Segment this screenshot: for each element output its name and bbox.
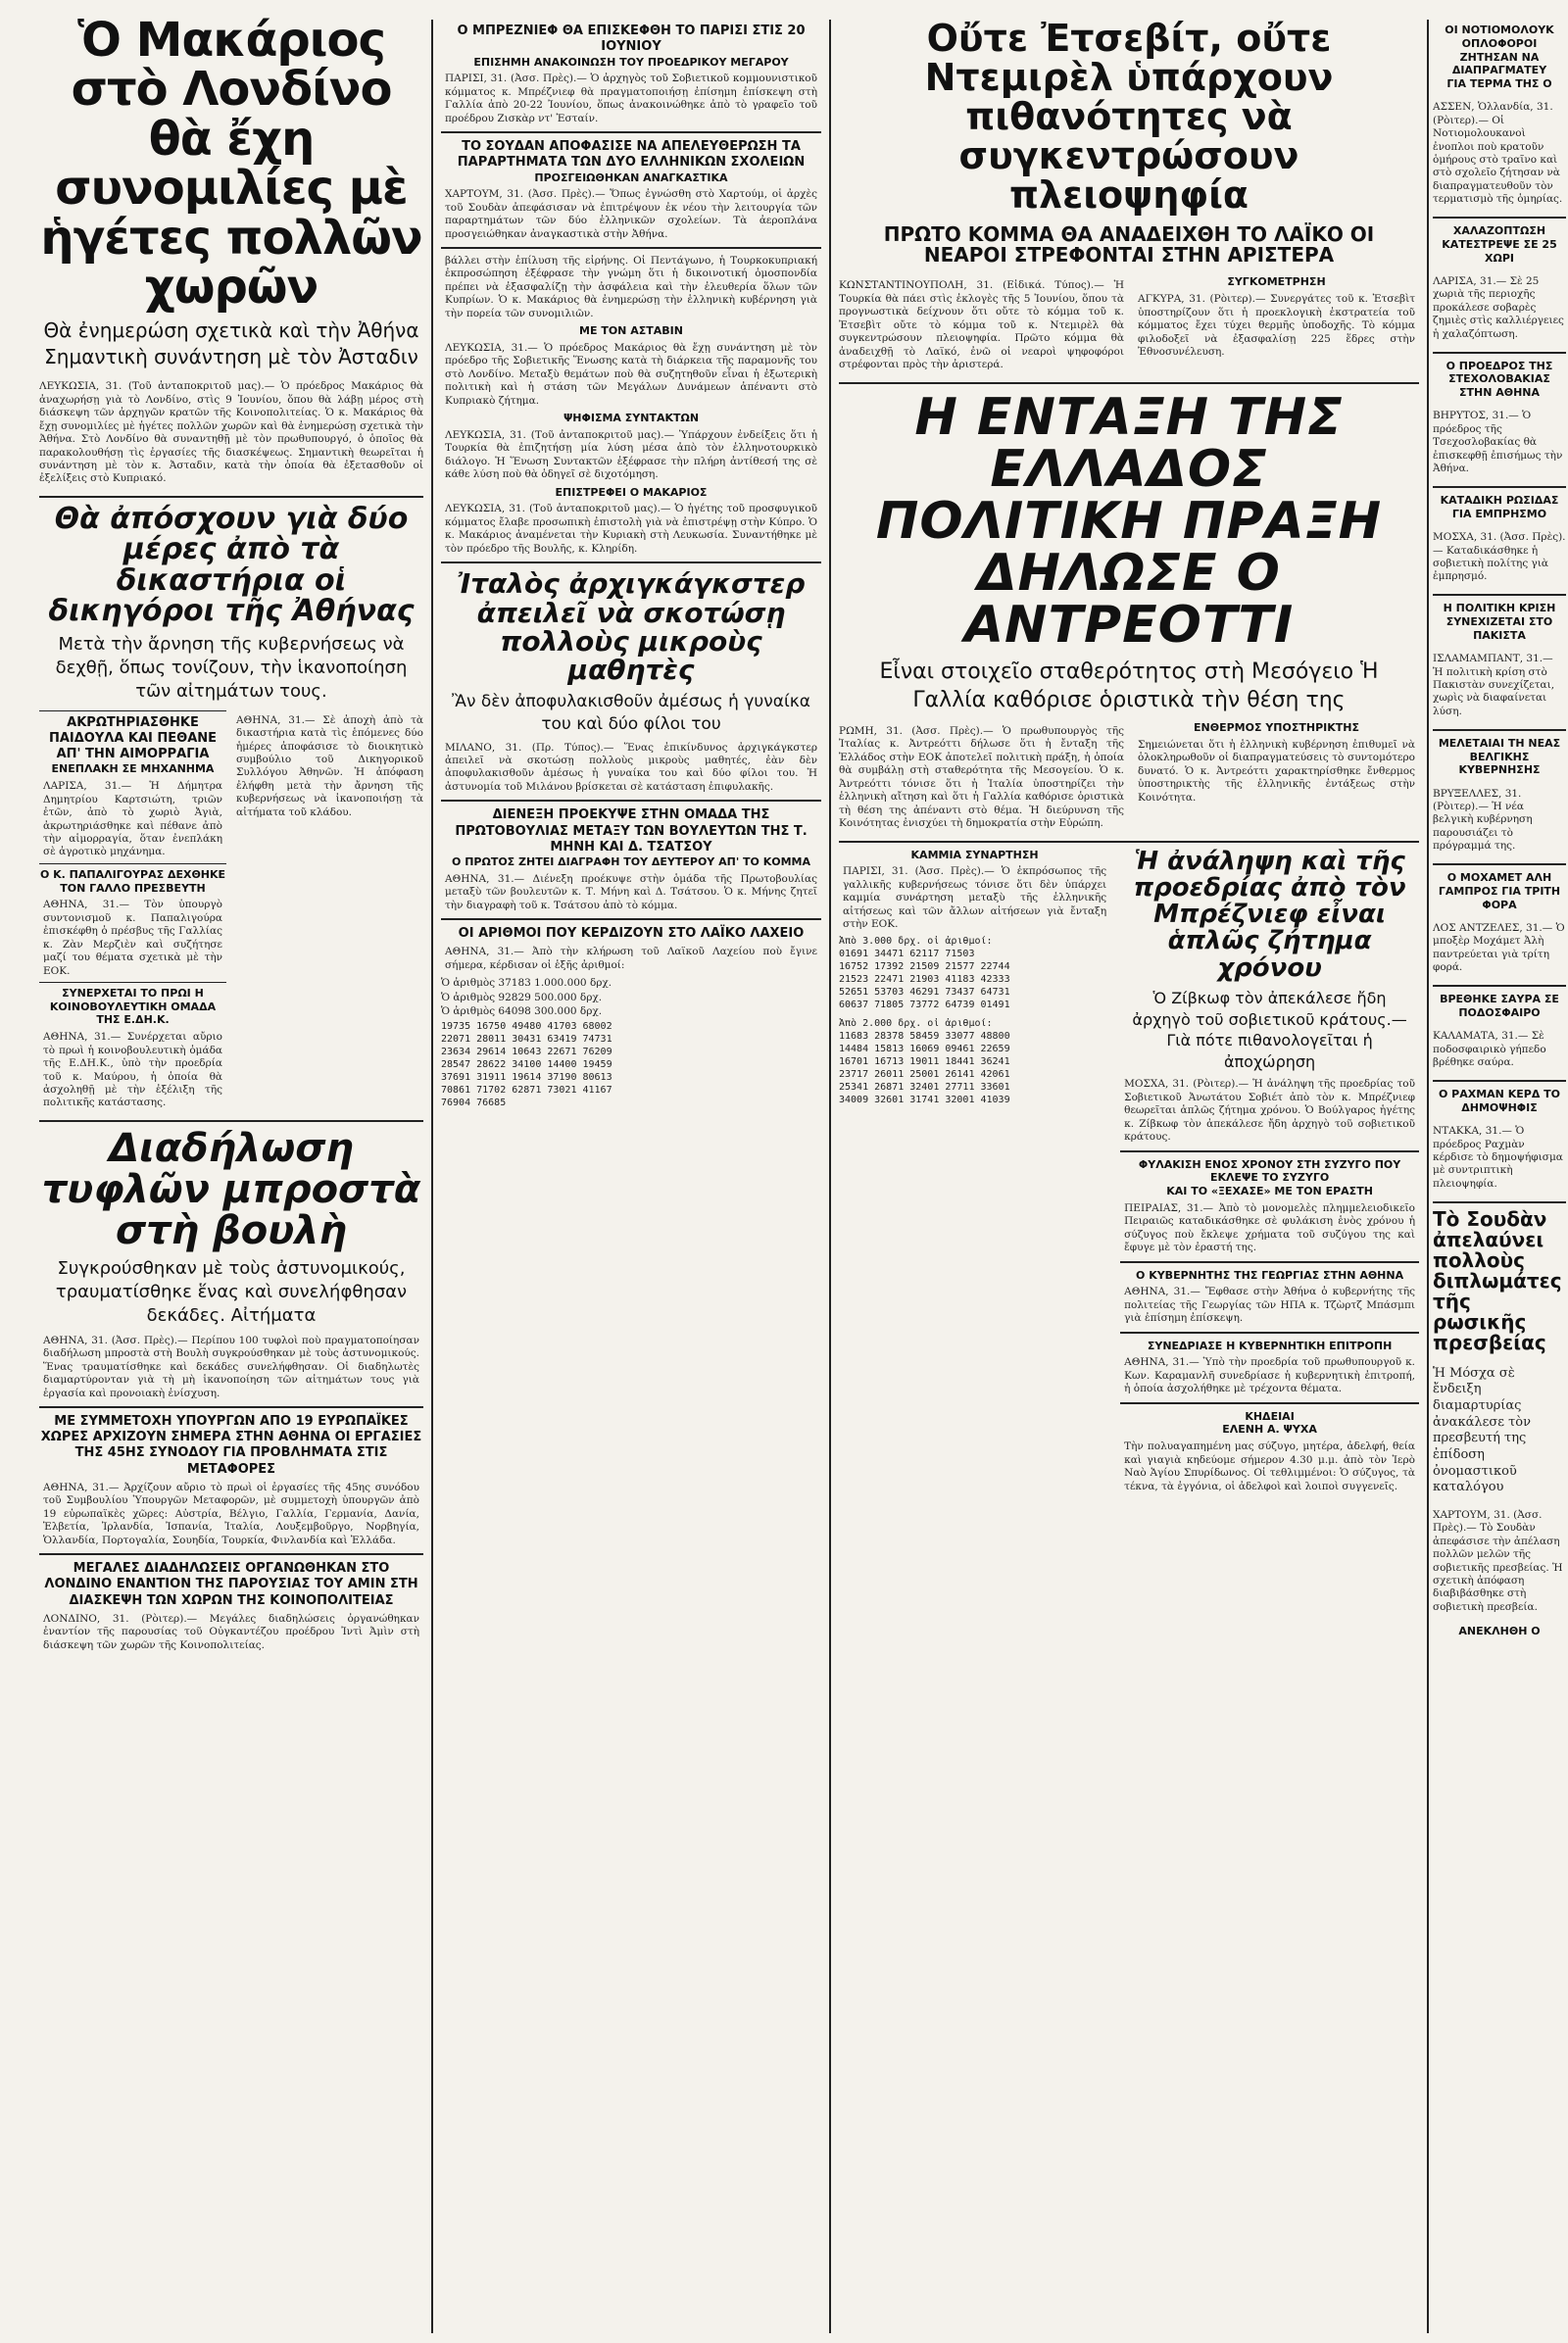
column-center-left bbox=[441, 24, 821, 2343]
sudan-expels-subhead: ΑΝΕΚΛΗΘΗ Ο bbox=[1458, 1624, 1541, 1637]
ecevit-body: ΚΩΝΣΤΑΝΤΙΝΟΥΠΟΛΗ, 31. (Εἰδικά. Τύπος).— Ἡ Τουρκία θὰ πάει στὶς ἐκλογὲς τῆς 5 Ἰουνίου, ὅπου τὰ προγνωστικὰ δείχνουν ὅτι οὔτε τὸ κόμμα τοῦ κ. Ἐτσεβὶτ οὔτε τὸ κόμμα τοῦ κ. Ντεμιρὲλ θὰ συγκεντρώσουν πλειοψηφία. Πρῶτο κόμμα θὰ ἀναδειχθῇ τὸ Λαϊκό, ἐνῶ οἱ νεαροὶ ψηφοφόροι στρέφονται πρὸς τὴν ἀριστερά. bbox=[839, 279, 1124, 371]
makarios-body-continued: βάλλει στὴν ἐπίλυση τῆς εἰρήνης. Οἱ Πεντάγωνο, ἡ Τουρκοκυπριακή ἐκπροσώπηση ἐξέφρασε τὴν γνώμη ὅτι ἡ δικοινοτική ὁμοσπονδία πρέπει νὰ ἐξασφαλίζῃ τὴν ἀσφάλεια καὶ τὴν ἐλευθερία ὅλων τῶν Κυπρίων. Ὁ κ. Μακάριος θὰ ἐνημερώσῃ τὴν ἑλληνικὴ κυβέρνηση γιὰ τὴν πορεία τῶν συνομιλιῶν. bbox=[445, 255, 817, 319]
rahman-body: ΝΤΑΚΚΑ, 31.— Ὁ πρόεδρος Ραχμὰν κέρδισε τὸ δημοψήφισμα μὲ συντριπτικὴ πλειοψηφία. bbox=[1433, 1125, 1563, 1190]
article-brezhnev-presidency bbox=[1120, 846, 1419, 1145]
section-rule bbox=[1433, 863, 1566, 865]
section-rule bbox=[1120, 1261, 1419, 1263]
editors-subhead: ΨΗΦΙΣΜΑ ΣΥΝΤΑΚΤΩΝ bbox=[563, 412, 700, 425]
sudan-schools-body: ΧΑΡΤΟΥΜ, 31. (Ἀσσ. Πρὲς).— Ὅπως ἐγνώσθη στὸ Χαρτούμ, οἱ ἀρχὲς τοῦ Σουδὰν ἀπεφάσισαν νὰ ἐπιτρέψουν ἐκ νέου τὴν λειτουργία τῶν παραρτημάτων τῶν δύο ἑλληνικῶν σχολείων. Τὰ ἀεροπλάνα προσγειώθηκαν ἀναγκαστικὰ στὴν Ἀθήνα. bbox=[445, 188, 817, 240]
section-rule bbox=[441, 800, 821, 802]
section-rule bbox=[441, 247, 821, 249]
section-rule bbox=[1433, 729, 1566, 731]
andreotti-deck: Εἶναι στοιχεῖο σταθερότητος στὴ Μεσόγειο Ἡ Γαλλία καθόρισε ὁριστικὰ τὴν θέση της bbox=[879, 659, 1379, 713]
amputee-headline: ΑΚΡΩΤΗΡΙΑΣΘΗΚΕ ΠΑΙΔΟΥΛΑ ΚΑΙ ΠΕΘΑΝΕ ΑΠ' ΤΗΝ ΑΙΜΟΡΡΑΓΙΑ bbox=[39, 710, 226, 763]
funeral-notice bbox=[1120, 1410, 1419, 1493]
article-makarios bbox=[39, 16, 423, 490]
article-makarios-continued bbox=[441, 255, 821, 556]
ali-headline: Ο ΜΟΧΑΜΕΤ ΑΛΗ ΓΑΜΠΡΟΣ ΓΙΑ ΤΡΙΤΗ ΦΟΡΑ bbox=[1438, 871, 1561, 911]
brezhnev-body: ΜΟΣΧΑ, 31. (Ρὸιτερ).— Ἡ ἀνάληψη τῆς προεδρίας τοῦ Σοβιετικοῦ Ἀνωτάτου Σοβιέτ ἀπὸ τὸν κ. Μπρέζνιεφ θεωρεῖται ἁπλῶς ζήτημα χρόνου. Ὁ Βούλγαρος ἡγέτης κ. Ζίβκωφ τὸν ἀπεκάλεσε ἤδη ἀρχηγὸ τοῦ σοβιετικοῦ κράτους. bbox=[1124, 1078, 1415, 1144]
hail-body: ΛΑΡΙΣΑ, 31.— Σὲ 25 χωριὰ τῆς περιοχῆς προκάλεσε σοβαρὲς ζημιὲς στὶς καλλιέργειες ἡ χαλαζόπτωση. bbox=[1433, 275, 1564, 340]
gangster-body: ΜΙΛΑΝΟ, 31. (Πρ. Τύπος).— Ἕνας ἐπικίνδυνος ἀρχιγκάγκστερ ἀπειλεῖ νὰ σκοτώσῃ πολλοὺς μικροὺς μαθητές, ἐὰν δὲν ἀποφυλακισθοῦν ἀμέσως ἡ γυναίκα του καὶ δύο φίλοι του. Ἡ ἀστυνομία τοῦ Μιλάνου βρίσκεται σὲ κατάσταση ἐπιφυλακῆς. bbox=[445, 741, 817, 793]
astadin-subhead: ΜΕ ΤΟΝ ΑΣΤΑΒΙΝ bbox=[579, 324, 683, 338]
article-turkey-elections bbox=[839, 20, 1419, 376]
committee-headline: ΣΥΝΕΔΡΙΑΣΕ Η ΚΥΒΕΡΝΗΤΙΚΗ ΕΠΙΤΡΟΠΗ bbox=[1147, 1339, 1393, 1352]
belgian-cabinet-body: ΒΡΥΞΕΛΛΕΣ, 31. (Ρὸιτερ).— Ἡ νέα βελγικὴ κυβέρνηση παρουσιάζει τὸ πρόγραμμά της. bbox=[1433, 787, 1533, 853]
andreotti-body: ΡΩΜΗ, 31. (Ἀσσ. Πρὲς).— Ὁ πρωθυπουργὸς τῆς Ἰταλίας κ. Ἀντρεόττι δήλωσε ὅτι ἡ ἔνταξη τῆς Ἑλλάδος στὴν ΕΟΚ ἀποτελεῖ πολιτικὴ πράξη, ἡ ὁποία θὰ συμβάλῃ στὴ σταθερότητα τῆς Μεσογείου. Ὁ κ. Ἀντρεόττι τόνισε ὅτι ἡ Ἰταλία ὑποστηρίζει τὴν ἑλληνικὴ αἴτηση καὶ ὅτι ἡ Γαλλία καθόρισε ὁριστικὰ τὴ θέση της ἀπέναντι στὸ θέμα. Ἡ διεύρυνση τῆς Κοινότητας ἐνισχύει τὴ δημοκρατία στὴν Εὐρώπη. bbox=[839, 725, 1124, 830]
alliance-body: ΠΑΡΙΣΙ, 31. (Ἀσσ. Πρὲς).— Ὁ ἐκπρόσωπος τῆς γαλλικῆς κυβερνήσεως τόνισε ὅτι δὲν ὑπάρχει καμμία συνάρτηση μεταξὺ τῆς ἑλληνικῆς αἰτήσεως καὶ τῶν ἄλλων αἰτήσεων γιὰ ἔνταξη στὴν ΕΟΚ. bbox=[843, 865, 1107, 931]
makarios-headline: Ὁ Μακάριος στὸ Λονδίνο θὰ ἔχη συνομιλίες μὲ ἡγέτες πολλῶν χωρῶν bbox=[40, 16, 422, 315]
belgian-cabinet-headline: ΜΕΛΕΤΑΙΑΙ ΤΗ ΝΕΑΣ ΒΕΛΓΙΚΗΣ ΚΥΒΕΡΝΗΣΗΣ bbox=[1438, 736, 1561, 777]
andreotti-banner: Η ΕΝΤΑΞΗ ΤΗΣ ΕΛΛΑΔΟΣ ΠΟΛΙΤΙΚΗ ΠΡΑΞΗ ΔΗΛΩΣΕ Ο ΑΝΤΡΕΟΤΤΙ bbox=[875, 387, 1383, 655]
section-rule bbox=[39, 1406, 423, 1408]
edhk-body: ΑΘΗΝΑ, 31.— Συνέρχεται αὔριο τὸ πρωὶ ἡ κοινοβουλευτικὴ ὁμάδα τῆς Ε.ΔΗ.Κ., ὑπὸ τὴν προεδρία τοῦ κ. Μαύρου, ἡ ὁποία θὰ ἀσχοληθῇ μὲ τὴν ἐξέλιξη τῆς πολιτικῆς κατάστασης. bbox=[43, 1031, 222, 1109]
section-rule bbox=[1433, 352, 1566, 354]
brezhnev-paris-body: ΠΑΡΙΣΙ, 31. (Ἀσσ. Πρὲς).— Ὁ ἀρχηγὸς τοῦ Σοβιετικοῦ κομμουνιστικοῦ κόμματος κ. Μπρέζνιεφ θὰ πραγματοποιήσῃ ἐπίσημη ἐπίσκεψη στὴ Γαλλία ἀπὸ 20-22 Ἰουνίου, ὅπως ἀνακοινώθηκε ἀπὸ τὸ γραφεῖο τοῦ προέδρου Ζισκὰρ ντ' Ἐσταίν. bbox=[445, 73, 817, 124]
section-rule bbox=[839, 841, 1419, 843]
return-subhead: ΕΠΙΣΤΡΕΦΕΙ Ο ΜΑΚΑΡΙΟΣ bbox=[555, 485, 708, 499]
ali-body: ΛΟΣ ΑΝΤΖΕΛΕΣ, 31.— Ὁ μποξὲρ Μοχάμετ Ἀλὴ παντρεύεται γιὰ τρίτη φορά. bbox=[1433, 922, 1565, 974]
section-rule bbox=[1433, 1201, 1566, 1203]
pakistan-headline: Η ΠΟΛΙΤΙΚΗ ΚΡΙΣΗ ΣΥΝΕΧΙΖΕΤΑΙ ΣΤΟ ΠΑΚΙΣΤΑ bbox=[1443, 602, 1556, 642]
section-rule bbox=[39, 496, 423, 498]
arson-headline: ΚΑΤΑΔΙΚΗ ΡΩΣΙΔΑΣ ΓΙΑ ΕΜΠΡΗΣΜΟ bbox=[1440, 494, 1559, 520]
article-lawyers bbox=[39, 501, 423, 1114]
makarios-deck: Θὰ ἐνημερώση σχετικὰ καὶ τὴν Ἀθήνα Σημαντικὴ συνάντηση μὲ τὸν Ἀσταδιν bbox=[43, 318, 419, 369]
sudan-expels-headline: Τὸ Σουδὰν ἀπελαύνει πολλοὺς διπλωμάτες τῆς ρωσικῆς πρεσβείας bbox=[1433, 1206, 1562, 1354]
president-visit-body: ΒΗΡΥΤΟΣ, 31.— Ὁ πρόεδρος τῆς Τσεχοσλοβακίας θὰ ἐπισκεφθῇ ἐπισήμως τὴν Ἀθήνα. bbox=[1433, 410, 1563, 475]
blind-body: ΑΘΗΝΑ, 31. (Ἀσσ. Πρὲς).— Περίπου 100 τυφλοὶ ποὺ πραγματοποίησαν διαδήλωση μπροστὰ στὴ Βουλὴ συγκρούσθηκαν μὲ τοὺς ἀστυνομικούς. Ἕνας τραυματίσθηκε καὶ δεκάδες συνελήφθησαν. Οἱ διαδηλωτὲς διαμαρτύρονταν γιὰ τὴ μὴ ἱκανοποίηση τῶν αἰτημάτων τους γιὰ ἐργασία καὶ προνοιακὴ ἐνίσχυση. bbox=[43, 1334, 419, 1399]
amputee-subheadline: ΕΝΕΠΛΑΚΗ ΣΕ ΜΗΧΑΝΗΜΑ bbox=[51, 762, 215, 776]
dispute-subheadline: Ο ΠΡΩΤΟΣ ΖΗΤΕΙ ΔΙΑΓΡΑΦΗ ΤΟΥ ΔΕΥΤΕΡΟΥ ΑΠ' ΤΟ ΚΟΜΜΑ bbox=[452, 855, 810, 869]
amputee-body: ΛΑΡΙΣΑ, 31.— Ἡ Δήμητρα Δημητρίου Καρτσιώτη, τριῶν ἐτῶν, ἀπὸ τὸ χωριὸ Ἀγιὰ, ἀκρωτηριάσθηκε καὶ πέθανε ἀπὸ τὴν αἱμορραγία, ὅταν ἐνεπλάκη σὲ ἀγροτικὸ μηχάνημα. bbox=[43, 780, 222, 858]
article-sudan-schools bbox=[441, 139, 821, 241]
funeral-body: Τὴν πολυαγαπημένη μας σύζυγο, μητέρα, ἀδελφή, θεία καὶ γιαγιὰ κηδεύομε σήμερον 4.30 μ.μ. ἀπὸ τὸν Ἱερὸ Ναὸ Ἁγίου Σπυρίδωνος. Οἱ τεθλιμμένοι: Ὁ σύζυγος, τὰ τέκνα, τὰ ἐγγόνια, οἱ ἀδελφοὶ καὶ λοιποὶ συγγενεῖς. bbox=[1124, 1440, 1415, 1492]
section-rule bbox=[1433, 985, 1566, 987]
article-transport bbox=[39, 1414, 423, 1547]
funeral-name: ΕΛΕΝΗ Α. ΨΥΧΑ bbox=[1222, 1423, 1317, 1437]
article-initiative-dispute bbox=[441, 807, 821, 912]
article-spouse bbox=[1120, 1158, 1419, 1255]
section-rule bbox=[441, 131, 821, 133]
gangster-headline: Ἰταλὸς ἀρχιγκάγκστερ ἀπειλεῖ νὰ σκοτώσῃ πολλοὺς μικροὺς μαθητὲς bbox=[457, 567, 806, 687]
lottery-prize-3: Ὁ ἀριθμὸς 64098 300.000 δρχ. bbox=[441, 1005, 603, 1018]
column-center-right bbox=[839, 20, 1419, 2343]
amin-headline: ΜΕΓΑΛΕΣ ΔΙΑΔΗΛΩΣΕΙΣ ΟΡΓΑΝΩΘΗΚΑΝ ΣΤΟ ΛΟΝΔΙΝΟ ΕΝΑΝΤΙΟΝ ΤΗΣ ΠΑΡΟΥΣΙΑΣ ΤΟΥ ΑΜΙΝ ΣΤΗ ΔΙΑΣΚΕΨΗ ΤΩΝ ΧΩΡΩΝ ΤΗΣ ΚΟΙΝΟΠΟΛΙΤΕΙΑΣ bbox=[44, 1561, 418, 1608]
section-rule bbox=[1433, 217, 1566, 219]
pakistan-body: ΙΣΛΑΜΑΜΠΑΝΤ, 31.— Ἡ πολιτικὴ κρίση στὸ Πακιστὰν συνεχίζεται, χωρὶς νὰ διαφαίνεται λύση. bbox=[1433, 653, 1555, 717]
article-andreotti bbox=[839, 387, 1419, 835]
moluccan-subheadline: ΓΙΑ ΤΕΡΜΑ ΤΗΣ Ο bbox=[1446, 77, 1552, 90]
column-left bbox=[39, 16, 423, 2343]
gangster-deck: Ἂν δὲν ἀποφυλακισθοῦν ἀμέσως ἡ γυναίκα του καὶ δύο φίλοι του bbox=[452, 691, 810, 734]
moluccan-headline: ΟΙ ΝΟΤΙΟΜΟΛΟΥΚ ΟΠΛΟΦΟΡΟΙ ΖΗΤΗΣΑΝ ΝΑ ΔΙΑΠΡΑΓΜΑΤΕΥ bbox=[1445, 24, 1554, 77]
dispute-headline: ΔΙΕΝΕΞΗ ΠΡΟΕΚΥΨΕ ΣΤΗΝ ΟΜΑΔΑ ΤΗΣ ΠΡΩΤΟΒΟΥΛΙΑΣ ΜΕΤΑΞΥ ΤΩΝ ΒΟΥΛΕΥΤΩΝ ΤΗΣ Τ. ΜΗΝΗ ΚΑΙ Δ. ΤΣΑΤΣΟΥ bbox=[455, 807, 808, 854]
amin-body: ΛΟΝΔΙΝΟ, 31. (Ρὸιτερ).— Μεγάλες διαδηλώσεις ὀργανώθηκαν ἐναντίον τῆς παρουσίας τοῦ Οὐγκαντέζου προέδρου Ἰντὶ Ἀμὶν στὴ διάσκεψη τῶν χωρῶν τῆς Κοινοπολιτείας. bbox=[43, 1612, 419, 1651]
section-rule bbox=[441, 561, 821, 563]
lottery-prize-1: Ὁ ἀριθμὸς 37183 1.000.000 δρχ. bbox=[441, 977, 612, 990]
lizard-body: ΚΑΛΑΜΑΤΑ, 31.— Σὲ ποδοσφαιρικὸ γήπεδο βρέθηκε σαύρα. bbox=[1433, 1030, 1546, 1069]
lottery-results bbox=[441, 926, 821, 1108]
section-rule bbox=[1120, 1402, 1419, 1404]
ecevit-subhead: ΣΥΓΚΟΜΕΤΡΗΣΗ bbox=[1227, 275, 1326, 289]
blind-headline: Διαδήλωση τυφλῶν μπροστὰ στὴ βουλὴ bbox=[41, 1125, 421, 1253]
lottery-prize-2: Ὁ ἀριθμὸς 92829 500.000 δρχ. bbox=[441, 991, 603, 1003]
section-rule bbox=[1433, 486, 1566, 488]
lawyers-deck: Μετὰ τὴν ἄρνηση τῆς κυβερνήσεως νὰ δεχθῇ, ὅπως τονίζουν, τὴν ἱκανοποίηση τῶν αἰτημάτων τους. bbox=[55, 633, 408, 703]
transport-body: ΑΘΗΝΑ, 31.— Ἀρχίζουν αὔριο τὸ πρωὶ οἱ ἐργασίες τῆς 45ης συνόδου τοῦ Συμβουλίου Ὑπουργῶν Μεταφορῶν, μὲ συμμετοχὴ ὑπουργῶν ἀπὸ 19 εὐρωπαϊκὲς χῶρες: Αὐστρία, Βέλγιο, Γαλλία, Γερμανία, Δανία, Ἑλβετία, Ἰρλανδία, Ἰσπανία, Ἰταλία, Λουξεμβοῦργο, Νορβηγία, Ὁλλανδία, Πορτογαλία, Σουηδία, Τουρκία, Φινλανδία καὶ Ἑλλάδα. bbox=[43, 1481, 419, 1546]
sudan-expels-deck: Ἡ Μόσχα σὲ ἔνδειξη διαμαρτυρίας ἀνακάλεσε τὸν πρεσβευτή της ἐπίδοση ὀνομαστικοῦ καταλόγου bbox=[1433, 1365, 1532, 1495]
arson-body: ΜΟΣΧΑ, 31. (Ἀσσ. Πρὲς).— Καταδικάσθηκε ἡ σοβιετικὴ πολίτης γιὰ ἐμπρησμό. bbox=[1433, 531, 1566, 583]
astadin-body: ΛΕΥΚΩΣΙΑ, 31.— Ὁ πρόεδρος Μακάριος θὰ ἔχῃ συνάντηση μὲ τὸν πρόεδρο τῆς Σοβιετικῆς Ἕνωσης κατὰ τὴ διάρκεια τῆς παραμονῆς του στὸ Λονδίνο. Μεταξὺ θεμάτων ποὺ θὰ συζητηθοῦν εἶναι ἡ ἐξωτερικὴ πολιτικὴ καὶ ἡ στάση τῶν Μεγάλων Δυνάμεων ἀπέναντι στὸ Κυπριακὸ ζήτημα. bbox=[445, 341, 817, 407]
edhk-headline: ΣΥΝΕΡΧΕΤΑΙ ΤΟ ΠΡΩΙ Η ΚΟΙΝΟΒΟΥΛΕΥΤΙΚΗ ΟΜΑΔΑ ΤΗΣ Ε.ΔΗ.Κ. bbox=[39, 982, 226, 1027]
column-right-edge bbox=[1433, 24, 1566, 2343]
article-committee bbox=[1120, 1340, 1419, 1396]
moluccan-body: ΑΣΣΕΝ, Ὁλλανδία, 31. (Ρὸιτερ).— Οἱ Νοτιομολουκανοὶ ἐνοπλοι ποὺ κρατοῦν ὁμήρους στὸ τραῖνο καὶ στὸ σχολεῖο ζήτησαν νὰ διαπραγματευθοῦν τὸν τερματισμὸ τῆς ὁμηρίας. bbox=[1433, 101, 1563, 206]
lottery-grid-c: 19735 16750 49480 41703 68002 22071 28011 30431 63419 74731 23634 29614 10643 22671 76209 28547 28622 34100 14400 19459 37691 31911 19614 37190 80613 70861 71702 62871 73021 41167 76904 76685 bbox=[441, 1020, 612, 1108]
alliance-subhead: ΚΑΜΜΙΑ ΣΥΝΑΡΤΗΣΗ bbox=[910, 848, 1039, 861]
brezhnev-headline: Ἡ ἀνάληψη καὶ τῆς προεδρίας ἀπὸ τὸν Μπρέζνιεφ εἶναι ἁπλῶς ζήτημα χρόνου bbox=[1133, 846, 1406, 983]
article-amin bbox=[39, 1561, 423, 1652]
andreotti-body-2: Σημειώνεται ὅτι ἡ ἑλληνικὴ κυβέρνηση ἐπιθυμεῖ νὰ ὁλοκληρωθοῦν οἱ διαπραγματεύσεις τὸ συντομότερο δυνατό. Ὁ κ. Ἀντρεόττι χαρακτηρίσθηκε ἔνθερμος ὑποστηρικτὴς τῆς ἑλληνικῆς ἐντάξεως στὴν Κοινότητα. bbox=[1138, 738, 1415, 804]
lawyers-body: ΑΘΗΝΑ, 31.— Σὲ ἀποχὴ ἀπὸ τὰ δικαστήρια κατὰ τὶς ἑπόμενες δύο ἡμέρες ἀποφάσισε τὸ διοικητικὸ συμβούλιο τοῦ Δικηγορικοῦ Συλλόγου Ἀθηνῶν. Ἡ ἀπόφαση ἐλήφθη μετὰ τὴν ἄρνηση τῆς κυβερνήσεως νὰ ἱκανοποιήσῃ τὰ αἰτήματα τοῦ κλάδου. bbox=[236, 713, 423, 818]
article-italian-gangster bbox=[441, 569, 821, 794]
editors-body: ΛΕΥΚΩΣΙΑ, 31. (Τοῦ ἀνταποκριτοῦ μας).— Ὑπάρχουν ἐνδείξεις ὅτι ἡ Τουρκία θὰ ἐπιζητήσῃ μία λύση μέσα ἀπὸ τὸν ἑλληνοτουρκικὸ διάλογο. Ἡ Ἕνωση Συντακτῶν ἐξέφρασε τὴν πλήρη ἀντίθεσή της σὲ κάθε λύση ποὺ θὰ ὁδηγεῖ σὲ διχοτόμηση. bbox=[445, 428, 817, 481]
hail-headline: ΧΑΛΑΖΟΠΤΩΣΗ ΚΑΤΕΣΤΡΕΨΕ ΣΕ 25 ΧΩΡΙ bbox=[1442, 224, 1557, 265]
section-rule bbox=[1120, 1150, 1419, 1152]
funeral-heading: ΚΗΔΕΙΑΙ bbox=[1245, 1409, 1295, 1423]
spouse-headline: ΦΥΛΑΚΙΣΗ ΕΝΟΣ ΧΡΟΝΟΥ ΣΤΗ ΣΥΖΥΓΟ ΠΟΥ ΕΚΛΕΨΕ ΤΟ ΣΥΖΥΓΟ bbox=[1138, 1157, 1401, 1185]
lottery-intro: ΑΘΗΝΑ, 31.— Ἀπὸ τὴν κλήρωση τοῦ Λαϊκοῦ Λαχείου ποὺ ἔγινε σήμερα, κέρδισαν οἱ ἑξῆς ἀριθμοί: bbox=[445, 946, 817, 971]
sudan-expels-body: ΧΑΡΤΟΥΜ, 31. (Ἀσσ. Πρὲς).— Τὸ Σουδὰν ἀπεφάσισε τὴν ἀπέλαση πολλῶν μελῶν τῆς σοβιετικῆς πρεσβείας. Ἡ σχετικὴ ἀπόφαση διαβιβάσθηκε στὴ σοβιετικὴ πρεσβεία. bbox=[1433, 1508, 1563, 1613]
article-mitterrand bbox=[441, 24, 821, 125]
lottery-title: ΟΙ ΑΡΙΘΜΟΙ ΠΟΥ ΚΕΡΔΙΖΟΥΝ ΣΤΟ ΛΑΪΚΟ ΛΑΧΕΙΟ bbox=[458, 926, 805, 942]
column-rule-3 bbox=[1427, 20, 1429, 2333]
brezhnev-paris-subheadline: ΕΠΙΣΗΜΗ ΑΝΑΚΟΙΝΩΣΗ ΤΟΥ ΠΡΟΕΔΡΙΚΟΥ ΜΕΓΑΡΟΥ bbox=[473, 55, 789, 69]
return-body: ΛΕΥΚΩΣΙΑ, 31. (Τοῦ ἀνταποκριτοῦ μας).— Ὁ ἡγέτης τοῦ προσφυγικοῦ κόμματος ἔλαβε προσωπικὴ ἐπιστολὴ γιὰ νὰ ἐπιστρέψῃ στὴν Κύπρο. Ὁ κ. Μακάριος ἀναμένεται τὴν Κυριακὴ στὴ Λευκωσία. Συναντήθηκε μὲ τὸν πρόεδρο τῆς Βουλῆς, κ. Κληρίδη. bbox=[445, 503, 817, 555]
makarios-body: ΛΕΥΚΩΣΙΑ, 31. (Τοῦ ἀνταποκριτοῦ μας).— Ὁ πρόεδρος Μακάριος θὰ ἀναχωρήσῃ γιὰ τὸ Λονδίνο, στὶς 9 Ἰουνίου, ὅπου θὰ λάβῃ μέρος στὴ διάσκεψη τῶν ἀρχηγῶν κρατῶν τῆς Κοινοπολιτείας. Ὁ κ. Μακάριος θὰ ἔχῃ συνομιλίες μὲ ἡγέτες πολλῶν χωρῶν καὶ θὰ ἐνημερώσῃ σχετικὰ τὴν Ἀθήνα. Στὸ Λονδίνο θὰ συναντηθῇ μὲ τὸν πρωθυπουργό, ὁ ὁποῖος θὰ παρακολουθήσῃ τὶς ἐργασίες τῆς διασκέψεως. Σημαντικὴ θεωρεῖται ἡ συνάντηση μὲ τὸν κ. Ἀσταδιν, κατὰ τὴν ὁποία θὰ ἐξετασθοῦν οἱ ἐξελίξεις στὸ Κυπριακό. bbox=[39, 380, 423, 485]
lottery-grid-b: Ἀπὸ 2.000 δρχ. οἱ ἀριθμοί: 11683 28378 58459 33077 48800 14484 15813 16069 09461 22659 16701 16713 19011 18441 36241 23717 26011 25001 26141 42061 25341 26871 32401 27711 33601 34009 32601 31741 32001 41039 bbox=[839, 1018, 1010, 1106]
transport-headline: ΜΕ ΣΥΜΜΕΤΟΧΗ ΥΠΟΥΡΓΩΝ ΑΠΟ 19 ΕΥΡΩΠΑΪΚΕΣ ΧΩΡΕΣ ΑΡΧΙΖΟΥΝ ΣΗΜΕΡΑ ΣΤΗΝ ΑΘΗΝΑ ΟΙ ΕΡΓΑΣΙΕΣ ΤΗΣ 45ΗΣ ΣΥΝΟΔΟΥ ΓΙΑ ΠΡΟΒΛΗΜΑΤΑ ΣΤΙΣ ΜΕΤΑΦΟΡΕΣ bbox=[40, 1413, 422, 1477]
papaligouras-body: ΑΘΗΝΑ, 31.— Τὸν ὑπουργὸ συντονισμοῦ κ. Παπαλιγούρα ἐπισκέφθη ὁ πρέσβυς τῆς Γαλλίας κ. Ζὰν Μερζιὲν καὶ συζήτησε μαζί του θέματα σχετικὰ μὲ τὴν ΕΟΚ. bbox=[43, 899, 222, 977]
section-rule bbox=[839, 382, 1419, 384]
dispute-body: ΑΘΗΝΑ, 31.— Διένεξη προέκυψε στὴν ὁμάδα τῆς Πρωτοβουλίας μεταξὺ τῶν βουλευτῶν κ. Τ. Μήνη καὶ Δ. Τσάτσου. Ὁ κ. Μήνης ζητεῖ τὴν διαγραφὴ τοῦ κ. Τσάτσου ἀπὸ τὸ κόμμα. bbox=[445, 872, 817, 911]
lawyers-headline: Θὰ ἀπόσχουν γιὰ δύο μέρες ἀπὸ τὰ δικαστήρια οἱ δικηγόροι τῆς Ἀθήνας bbox=[48, 501, 415, 629]
sudan-schools-subheadline: ΠΡΟΣΓΕΙΩΘΗΚΑΝ ΑΝΑΓΚΑΣΤΙΚΑ bbox=[534, 171, 728, 184]
section-rule bbox=[1120, 1332, 1419, 1334]
spouse-body: ΠΕΙΡΑΙΑΣ, 31.— Ἀπὸ τὸ μονομελὲς πλημμελειοδικεῖο Πειραιῶς καταδικάσθηκε σὲ φυλάκιση ἑνὸς χρόνου ἡ σύζυγος ποὺ ἔκλεψε χρήματα τοῦ συζύγου της καὶ ἔφυγε μὲ τὸν ἐραστή της. bbox=[1124, 1201, 1415, 1254]
section-rule bbox=[39, 1553, 423, 1555]
section-rule bbox=[1433, 594, 1566, 596]
article-georgia bbox=[1120, 1269, 1419, 1326]
brezhnev-paris-headline: Ο ΜΠΡΕΖΝΙΕΦ ΘΑ ΕΠΙΣΚΕΦΘΗ ΤΟ ΠΑΡΙΣΙ ΣΤΙΣ 20 ΙΟΥΝΙΟΥ bbox=[457, 24, 806, 55]
sudan-schools-headline: ΤΟ ΣΟΥΔΑΝ ΑΠΟΦΑΣΙΣΕ ΝΑ ΑΠΕΛΕΥΘΕΡΩΣΗ ΤΑ ΠΑΡΑΡΤΗΜΑΤΑ ΤΩΝ ΔΥΟ ΕΛΛΗΝΙΚΩΝ ΣΧΟΛΕΙΩΝ bbox=[457, 139, 806, 171]
section-rule bbox=[1433, 1080, 1566, 1082]
andreotti-subhead: ΕΝΘΕΡΜΟΣ ΥΠΟΣΤΗΡΙΚΤΗΣ bbox=[1194, 721, 1359, 735]
column-rule-1 bbox=[431, 20, 433, 2333]
rahman-headline: Ο ΡΑΧΜΑΝ ΚΕΡΔ ΤΟ ΔΗΜΟΨΗΦΙΣ bbox=[1438, 1088, 1561, 1114]
section-rule bbox=[441, 918, 821, 920]
spouse-subheadline: ΚΑΙ ΤΟ «ΞΕΧΑΣΕ» ΜΕ ΤΟΝ ΕΡΑΣΤΗ bbox=[1166, 1185, 1373, 1198]
ecevit-headline: Οὔτε Ἐτσεβίτ, οὔτε Ντεμιρὲλ ὑπάρχουν πιθανότητες νὰ συγκεντρώσουν πλειοψηφία bbox=[924, 20, 1334, 217]
section-rule bbox=[39, 1120, 423, 1122]
georgia-body: ΑΘΗΝΑ, 31.— Ἔφθασε στὴν Ἀθήνα ὁ κυβερνήτης τῆς πολιτείας τῆς Γεωργίας τῶν ΗΠΑ κ. Τζὼρτζ Μπάσμπι γιὰ ἐπίσημη ἐπίσκεψη. bbox=[1124, 1286, 1415, 1325]
column-rule-2 bbox=[829, 20, 831, 2333]
committee-body: ΑΘΗΝΑ, 31.— Ὑπὸ τὴν προεδρία τοῦ πρωθυπουργοῦ κ. Κων. Καραμανλῆ συνεδρίασε ἡ κυβερνητικὴ ἐπιτροπή, ἡ ὁποία ἀσχολήθηκε μὲ τρέχοντα θέματα. bbox=[1124, 1356, 1415, 1395]
georgia-headline: Ο ΚΥΒΕΡΝΗΤΗΣ ΤΗΣ ΓΕΩΡΓΙΑΣ ΣΤΗΝ ΑΘΗΝΑ bbox=[1136, 1268, 1404, 1282]
article-blind-protest bbox=[39, 1125, 423, 1400]
papaligouras-headline: Ο Κ. ΠΑΠΑΛΙΓΟΥΡΑΣ ΔΕΧΘΗΚΕ ΤΟΝ ΓΑΛΛΟ ΠΡΕΣΒΕΥΤΗ bbox=[39, 863, 226, 896]
lizard-headline: ΒΡΕΘΗΚΕ ΣΑΥΡΑ ΣΕ ΠΟΔΟΣΦΑΙΡΟ bbox=[1440, 993, 1559, 1019]
ecevit-body-2: ΑΓΚΥΡΑ, 31. (Ρὸιτερ).— Συνεργάτες τοῦ κ. Ἐτσεβὶτ ὑποστηρίζουν ὅτι ἡ προεκλογικὴ ἐκστρατεία τοῦ κόμματος ἔχει τύχει θερμῆς ὑποδοχῆς. Τὸ κόμμα φιλοδοξεῖ νὰ ἐξασφαλίσῃ 225 ἕδρες στὴν Ἐθνοσυνέλευση. bbox=[1138, 293, 1415, 358]
president-visit-headline: Ο ΠΡΟΕΔΡΟΣ ΤΗΣ ΣΤΕΧΟΛΟΒΑΚΙΑΣ ΣΤΗΝ ΑΘΗΝΑ bbox=[1446, 359, 1553, 400]
lottery-grid-a: Ἀπὸ 3.000 δρχ. οἱ ἀριθμοί: 01691 34471 62117 71503 16752 17392 21509 21577 22744 21523 22471 21903 41183 42333 52651 53703 46291 73437 64731 60637 71805 73772 64739 01491 bbox=[839, 936, 1010, 1011]
ecevit-deck: ΠΡΩΤΟ ΚΟΜΜΑ ΘΑ ΑΝΑΔΕΙΧΘΗ ΤΟ ΛΑΪΚΟ ΟΙ ΝΕΑΡΟΙ ΣΤΡΕΦΟΝΤΑΙ ΣΤΗΝ ΑΡΙΣΤΕΡΑ bbox=[883, 222, 1375, 268]
brezhnev-deck: Ὁ Ζίβκωφ τὸν ἀπεκάλεσε ἤδη ἀρχηγὸ τοῦ σοβιετικοῦ κράτους.— Γιὰ πότε πιθανολογεῖται ἡ ἀποχώρηση bbox=[1132, 989, 1407, 1071]
blind-deck: Συγκρούσθηκαν μὲ τοὺς ἀστυνομικούς, τραυματίσθηκε ἕνας καὶ συνελήφθησαν δεκάδες. Αἰτήματα bbox=[55, 1257, 408, 1327]
